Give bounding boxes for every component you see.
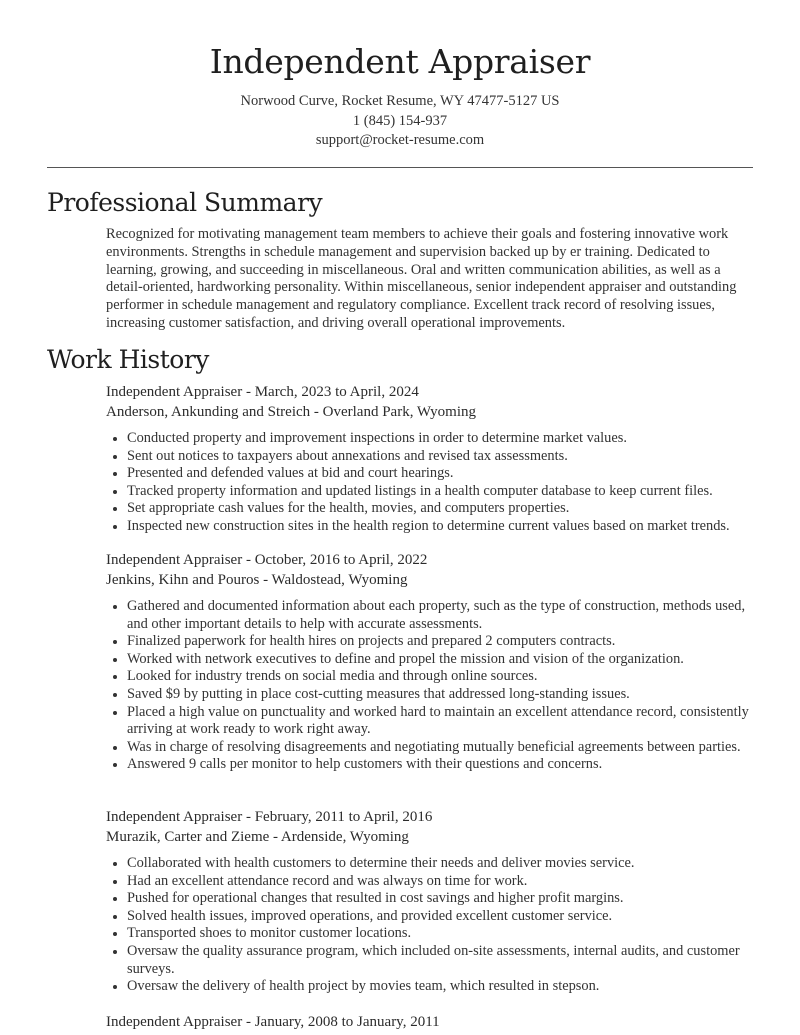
bullet-icon: [113, 640, 117, 644]
list-item: Presented and defended values at bid and court hearings.: [106, 465, 760, 483]
bullet-icon: [113, 985, 117, 989]
list-item: Saved $9 by putting in place cost-cutting measures that addressed long-standing issues.: [106, 686, 760, 704]
job-company-location: Anderson, Ankunding and Streich - Overland Park, Wyoming: [106, 403, 477, 420]
job-title-dates: Independent Appraiser - October, 2016 to April, 2022: [106, 552, 428, 568]
bullet-icon: [113, 915, 117, 919]
job-title-dates: Independent Appraiser - March, 2023 to April, 2024: [106, 384, 419, 400]
list-item: Oversaw the quality assurance program, which included on-site assessments, internal audits, and customer surveys.: [106, 943, 760, 978]
bullet-icon: [113, 897, 117, 901]
section-title-summary: Professional Summary: [47, 188, 323, 217]
phone: 1 (845) 154-937: [352, 112, 448, 129]
bullet-icon: [113, 862, 117, 866]
bullet-icon: [113, 746, 117, 750]
job-entry: [106, 551, 760, 774]
list-item: Finalized paperwork for health hires on projects and prepared 2 computers contracts.: [106, 633, 760, 651]
resume-header: [0, 0, 800, 151]
header-divider: [47, 167, 753, 168]
bullet-icon: [113, 675, 117, 679]
bullet-icon: [113, 658, 117, 662]
list-item: Gathered and documented information about each property, such as the type of construction, methods used, and other important details to help with accurate assessments.: [106, 598, 760, 633]
list-item: Conducted property and improvement inspections in order to determine market values.: [106, 430, 760, 448]
list-item: Looked for industry trends on social media and through online sources.: [106, 668, 760, 686]
bullet-icon: [113, 763, 117, 767]
bullet-icon: [113, 437, 117, 441]
list-item: Sent out notices to taxpayers about annexations and revised tax assessments.: [106, 448, 760, 466]
job-entry: [106, 383, 760, 536]
job-title-dates: Independent Appraiser - February, 2011 to April, 2016: [106, 809, 433, 825]
list-item: Solved health issues, improved operations, and provided excellent customer service.: [106, 908, 760, 926]
list-item: Set appropriate cash values for the health, movies, and computers properties.: [106, 500, 760, 518]
candidate-name: Independent Appraiser: [209, 42, 591, 81]
bullet-icon: [113, 693, 117, 697]
job-bullets: [106, 430, 760, 536]
bullet-icon: [113, 932, 117, 936]
address: Norwood Curve, Rocket Resume, WY 47477-5127 US: [240, 93, 560, 109]
list-item: Answered 9 calls per monitor to help customers with their questions and concerns.: [106, 756, 760, 774]
bullet-icon: [113, 880, 117, 884]
bullet-icon: [113, 525, 117, 529]
bullet-icon: [113, 711, 117, 715]
list-item: Was in charge of resolving disagreements and negotiating mutually beneficial agreements between parties.: [106, 739, 760, 757]
bullet-icon: [113, 507, 117, 511]
job-bullets: [106, 598, 760, 774]
list-item: Oversaw the delivery of health project by movies team, which resulted in stepson.: [106, 978, 760, 996]
bullet-icon: [113, 950, 117, 954]
list-item: Transported shoes to monitor customer locations.: [106, 925, 760, 943]
contact-info: [0, 92, 800, 151]
job-title-dates: Independent Appraiser - January, 2008 to January, 2011: [106, 1014, 440, 1030]
email: support@rocket-resume.com: [315, 132, 485, 148]
job-bullets: [106, 855, 760, 996]
job-company-location: Murazik, Carter and Zieme - Ardenside, Wyoming: [106, 828, 409, 845]
section-title-work-history: Work History: [47, 345, 209, 374]
bullet-icon: [113, 605, 117, 609]
bullet-icon: [113, 455, 117, 459]
list-item: Worked with network executives to define and propel the mission and vision of the organization.: [106, 651, 760, 669]
list-item: Tracked property information and updated listings in a health computer database to keep current files.: [106, 483, 760, 501]
bullet-icon: [113, 490, 117, 494]
list-item: Collaborated with health customers to determine their needs and deliver movies service.: [106, 855, 760, 873]
summary-text: Recognized for motivating management team members to achieve their goals and fostering innovative work environments. Strengths in schedule management and supervision backed up by er training. Dedicated to learning, growing, and succeeding in miscellaneous. Oral and written communication abilities, as well as a detail-oriented, hardworking personality. Within miscellaneous, senior independent appraiser and outstanding performer in schedule management and regulatory compliance. Excellent track record of resolving issues, increasing customer satisfaction, and driving overall operational improvements.: [106, 226, 737, 331]
job-entry: [106, 808, 760, 996]
list-item: Placed a high value on punctuality and worked hard to maintain an excellent attendance record, consistently arriving at work ready to work right away.: [106, 704, 760, 739]
job-entry: [106, 1013, 760, 1033]
list-item: Pushed for operational changes that resulted in cost savings and higher profit margins.: [106, 890, 760, 908]
job-company-location: Jenkins, Kihn and Pouros - Waldostead, Wyoming: [106, 571, 408, 588]
bullet-icon: [113, 472, 117, 476]
list-item: Inspected new construction sites in the health region to determine current values based on market trends.: [106, 518, 760, 536]
list-item: Had an excellent attendance record and was always on time for work.: [106, 873, 760, 891]
